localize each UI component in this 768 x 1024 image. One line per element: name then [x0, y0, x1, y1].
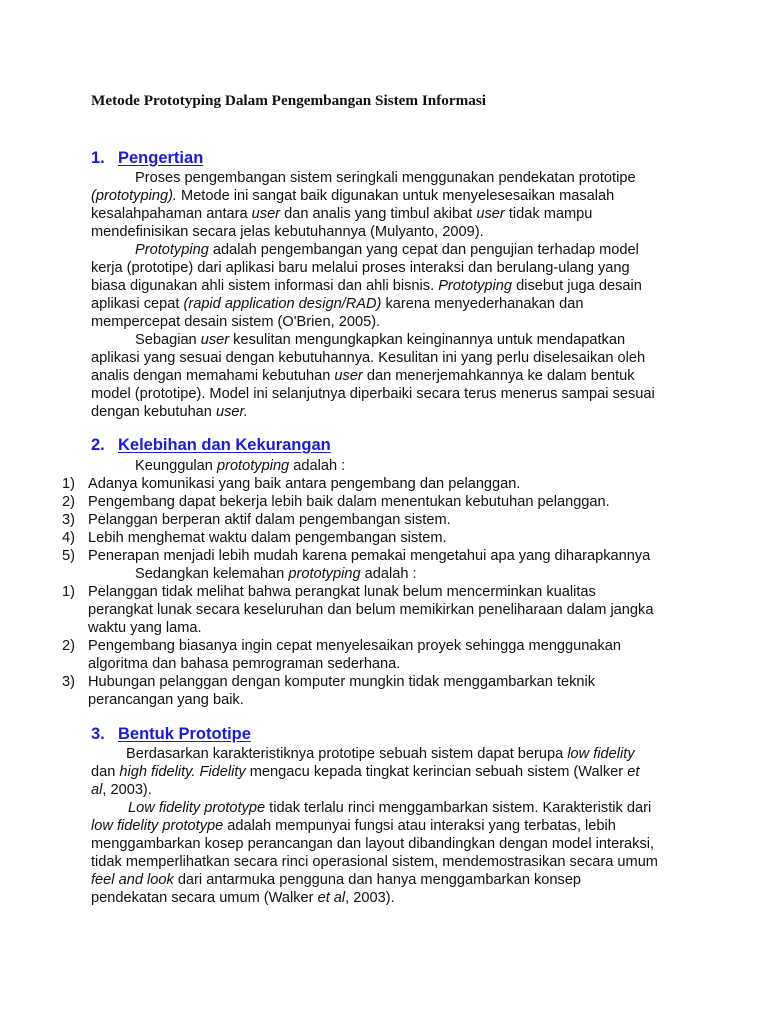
text-line: Proses pengembangan sistem seringkali menggunakan pendekatan prototipe — [135, 170, 636, 186]
list-item: 1) Pelanggan tidak melihat bahwa perangkat lunak belum mencerminkan kualitas perangkat lunak secara keseluruhan dan belum memikirkan peneliharaan dalam jangka waktu yang lama. — [62, 584, 654, 636]
section-number: 1. — [91, 149, 105, 167]
list-item: 2) Pengembang biasanya ingin cepat menyelesaikan proyek sehingga menggunakan algoritma dan bahasa pemrograman sederhana. — [62, 638, 622, 672]
text-line: analis dengan memahami kebutuhan user dan menerjemahkannya ke dalam bentuk — [91, 368, 635, 384]
text-line: al, 2003). — [91, 782, 152, 798]
text-line: biasa digunakan ahli sistem informasi dan ahli bisnis. Prototyping disebut juga desain — [91, 278, 642, 294]
text-line: aplikasi cepat (rapid application design/RAD) karena menyederhanakan dan — [91, 296, 584, 312]
text-line: mendefinisikan secara jelas kebutuhannya (Mulyanto, 2009). — [91, 224, 484, 240]
section-heading-kelebihan-kekurangan — [91, 436, 331, 454]
text-line: Berdasarkan karakteristiknya prototipe sebuah sistem dapat berupa low fidelity — [126, 746, 635, 762]
text-line: low fidelity prototype adalah mempunyai fungsi atau interaksi yang terbatas, lebih — [91, 818, 616, 834]
disadvantages-list — [62, 583, 692, 709]
text-line: kerja (prototipe) dari aplikasi baru melalui proses interaksi dan berulang-ulang yang — [91, 260, 630, 276]
section-title: Kelebihan dan Kekurangan — [118, 436, 331, 454]
paragraph — [91, 745, 681, 799]
text-line: aplikasi yang sesuai dengan kebutuhannya. Kesulitan ini yang perlu diselesaikan oleh — [91, 350, 646, 366]
paragraph — [91, 169, 681, 241]
text-line: Prototyping adalah pengembangan yang cepat dan pengujian terhadap model — [135, 242, 639, 258]
text-line: Sebagian user kesulitan mengungkapkan keinginannya untuk mendapatkan — [135, 332, 626, 348]
text-line: kesalahpahaman antara user dan analis yang timbul akibat user tidak mampu — [91, 206, 593, 222]
section-number: 3. — [91, 725, 105, 743]
list-item: 1) Adanya komunikasi yang baik antara pengembang dan pelanggan. — [62, 476, 521, 492]
text-line: mempercepat desain sistem (O'Brien, 2005). — [91, 314, 381, 330]
text-line: feel and look dari antarmuka pengguna dan hanya menggambarkan konsep — [91, 872, 582, 888]
text-line: (prototyping). Metode ini sangat baik digunakan untuk menyelesesaikan masalah — [91, 188, 615, 204]
list-item: 2) Pengembang dapat bekerja lebih baik dalam menentukan kebutuhan pelanggan. — [62, 494, 610, 510]
disadvantages-intro: Sedangkan kelemahan prototyping adalah : — [135, 566, 417, 582]
section-heading-bentuk-prototipe — [91, 725, 251, 743]
text-line: model (prototipe). Model ini selanjutnya diperbaiki secara terus menerus sampai sesuai — [91, 386, 655, 402]
text-line: Low fidelity prototype tidak terlalu rinci menggambarkan sistem. Karakteristik dari — [128, 800, 652, 816]
text-line: dengan kebutuhan user. — [91, 404, 248, 420]
text-line: menggambarkan kosep perancangan dan layout dibandingkan dengan model interaksi, — [91, 836, 655, 852]
section-heading-pengertian — [91, 149, 203, 167]
text-line: pendekatan secara umum (Walker et al, 2003). — [91, 890, 395, 906]
paragraph — [91, 799, 681, 907]
list-item: 3) Pelanggan berperan aktif dalam pengembangan sistem. — [62, 512, 451, 528]
text-line: dan high fidelity. Fidelity mengacu kepada tingkat kerincian sebuah sistem (Walker et — [91, 764, 640, 780]
advantages-intro: Keunggulan prototyping adalah : — [135, 458, 346, 474]
text-line: tidak memperlihatkan secara rinci operasional sistem, mendemostrasikan secara umum — [91, 854, 658, 870]
section-number: 2. — [91, 436, 105, 454]
list-item: 4) Lebih menghemat waktu dalam pengembangan sistem. — [62, 530, 447, 546]
paragraph — [91, 241, 681, 331]
paragraph — [91, 331, 681, 421]
list-item: 3) Hubungan pelanggan dengan komputer mungkin tidak menggambarkan teknik perancangan yang baik. — [62, 674, 596, 708]
advantages-list — [62, 475, 692, 565]
document-title: Metode Prototyping Dalam Pengembangan Sistem Informasi — [91, 92, 486, 109]
section-title: Pengertian — [118, 149, 204, 167]
section-title: Bentuk Prototipe — [118, 725, 251, 743]
list-item: 5) Penerapan menjadi lebih mudah karena pemakai mengetahui apa yang diharapkannya — [62, 548, 651, 564]
